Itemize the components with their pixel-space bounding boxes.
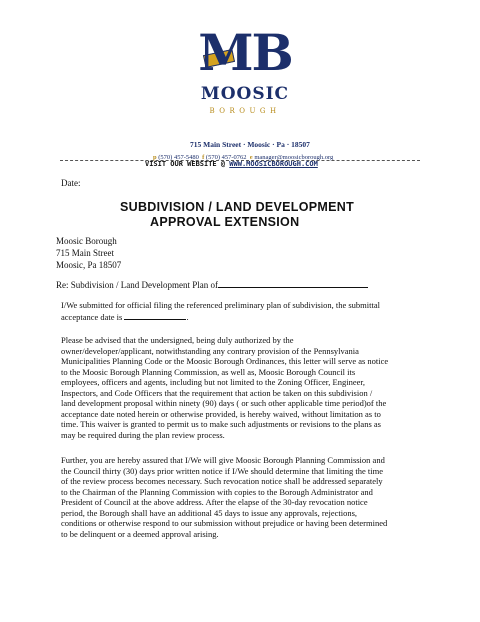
paragraph2-line: Please be advised that the undersigned, being duly authorized by the [61, 335, 294, 345]
paragraph2-line: time. This waiver is granted to permit us to make such adjustments or revisions to the plans as [61, 419, 381, 429]
paragraph1-line1: I/We submitted for official filing the referenced preliminary plan of subdivision, the submittal [61, 300, 381, 310]
fax-label: f [202, 154, 205, 161]
paragraph-waiver [61, 335, 431, 440]
recipient-line3: Moosic, Pa 18507 [56, 260, 122, 270]
letterhead-address: 715 Main Street · Moosic · Pa · 18507 [190, 140, 310, 149]
phone-label: p [153, 154, 157, 161]
paragraph2-line: Municipalities Planning Code or the Moosic Borough Ordinances, this letter will serve as notice [61, 356, 389, 366]
paragraph2-line: may be required during the plan review process. [61, 429, 225, 440]
paragraph3-line: Further, you are hereby assured that I/We will give Moosic Borough Planning Commission and [61, 455, 385, 465]
document-title-line2: APPROVAL EXTENSION [150, 215, 300, 229]
logo-town-name: MOOSIC [200, 84, 290, 104]
paragraph1-line2: acceptance date is . [61, 311, 189, 322]
fax-number: (570) 457-0762 [205, 154, 247, 161]
paragraph2-line: owner/developer/applicant, notwithstanding any contrary provision of the Pennsylvania [61, 345, 359, 356]
paragraph2-line: Inspectors, and Code Officers that the requirement that action be taken on this subdivision / [61, 387, 373, 398]
moosic-borough-logo [190, 24, 300, 124]
paragraph3-line: to be delinquent or a deemed approval arising. [61, 528, 219, 539]
re-line-text: Re: Subdivision / Land Development Plan of [56, 280, 218, 290]
acceptance-date-blank[interactable] [124, 311, 186, 320]
recipient-line1: Moosic Borough [56, 236, 117, 246]
paragraph3-line: conditions or otherwise respond to our submission without prejudice or having been determined [61, 518, 388, 528]
paragraph2-line: land development proposal within ninety (90) days ( or such other applicable time period)of the [61, 398, 387, 408]
website-banner [145, 160, 318, 168]
paragraph2-line: acceptance date noted herein or otherwise provided, is hereby waived, without limitation as to [61, 408, 381, 419]
paragraph2-line: to the Moosic Borough Planning Commission, as well as, Moosic Borough Council its [61, 366, 356, 377]
re-line [56, 279, 368, 291]
date-label: Date: [61, 178, 81, 188]
website-prefix: VISIT OUR WEBSITE @ [145, 160, 226, 168]
paragraph3-line: of the review process becomes necessary. Such revocation notice shall be addressed separately [61, 476, 383, 486]
logo-monogram: MB [198, 23, 292, 82]
logo-borough-label: BOROUGH [209, 107, 281, 115]
paragraph-submission [61, 300, 431, 322]
paragraph3-line: President of Council at the above address. After the elapse of the 30-day revocation notice [61, 497, 368, 507]
email-label: e [249, 154, 253, 161]
paragraph3-line: period, the Borough shall have an additional 45 days to issue any approvals, rejections, [61, 507, 358, 518]
paragraph2-line: employees, officers and agents, including but not limited to the Zoning Officer, Engineer, [61, 377, 365, 387]
paragraph-revocation [61, 455, 431, 539]
paragraph3-line: the Council thirty (30) days prior written notice if I/We should determine that limiting the time [61, 465, 384, 476]
recipient-line2: 715 Main Street [56, 248, 114, 258]
phone-number: (570) 457-5480 [158, 154, 199, 161]
paragraph3-line: to the Chairman of the Planning Commission with copies to the Borough Administrator and [61, 486, 373, 497]
plan-name-blank[interactable] [218, 279, 368, 288]
website-link[interactable]: WWW.MOOSICBOROUGH.COM [229, 160, 318, 168]
acceptance-date-label: acceptance date is [61, 311, 123, 322]
document-title-line1: SUBDIVISION / LAND DEVELOPMENT [120, 200, 355, 214]
email-address: manager@moosicborough.org [254, 154, 334, 161]
